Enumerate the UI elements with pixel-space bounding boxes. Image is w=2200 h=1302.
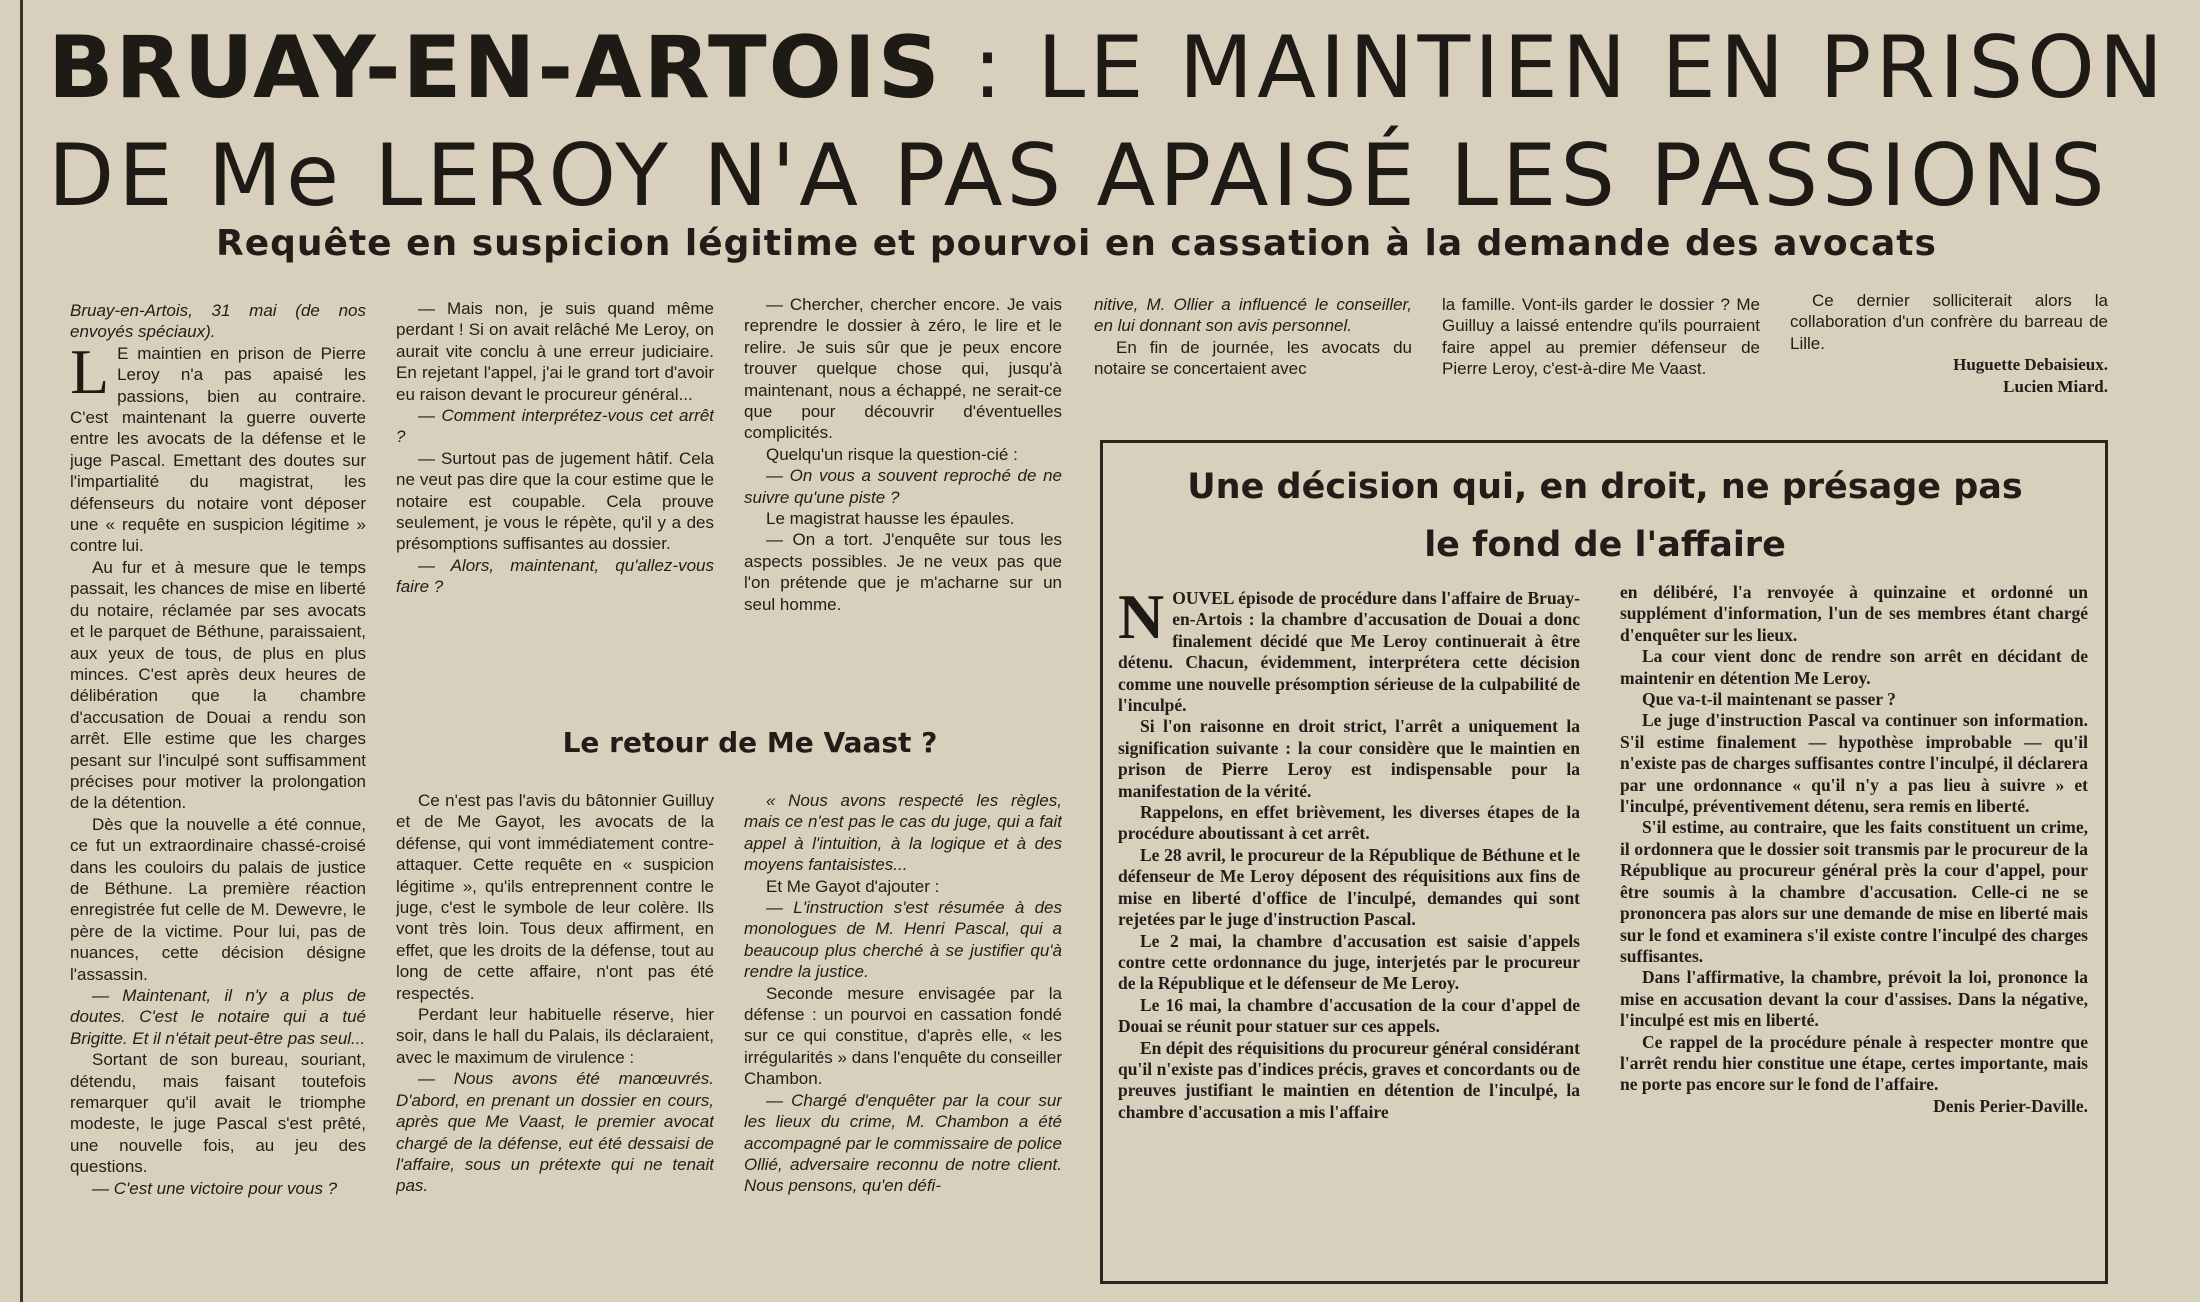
article-paragraph: Sortant de son bureau, souriant, détendu, mais faisant toutefois remarquer qu'il avait le triomphe modeste, le juge Pascal s'est prêté, une nouvelle fois, au jeu des questions.: [70, 1050, 366, 1177]
box-paragraph: Que va-t-il maintenant se passer ?: [1642, 689, 1896, 710]
quote-paragraph: — Alors, maintenant, qu'allez-vous faire ?: [396, 555, 714, 597]
box-paragraph: Rappelons, en effet brièvement, les diverses étapes de la procédure aboutissant à cet arrêt.: [1118, 802, 1580, 844]
article-paragraph: — Mais non, je suis quand même perdant ! Si on avait relâché Me Leroy, on aurait vite conclu à une erreur judiciaire. En rejetant l'appel, j'ai le grand tort d'avoir eu raison devant le procureur général...: [396, 299, 714, 404]
box-column-left: [1118, 588, 1580, 1268]
box-paragraph: NOUVEL épisode de procédure dans l'affaire de Bruay-en-Artois : la chambre d'accusation de Douai a donc finalement décidé que Me Leroy continuerait à être détenu. Chacun, évidemment, interprétera cette décision comme une nouvelle présomption sérieuse de la culpabilité de l'inculpé.: [1118, 588, 1580, 716]
subheadline: Requête en suspicion légitime et pourvoi en cassation à la demande des avocats: [216, 223, 1937, 264]
box-paragraph: S'il estime, au contraire, que les faits constituent un crime, il ordonnera que le dossier soit transmis par le procureur de la République au procureur général près la cour d'appel, pour être soumis à la chambre d'accusation. Celle-ci ne se prononcera pas alors sur une demande de mise en liberté mais sur le fond et examinera s'il existe contre l'inculpé des charges suffisantes.: [1620, 817, 2088, 966]
quote-paragraph: « Nous avons respecté les règles, mais ce n'est pas le cas du juge, qui a fait appel à l'intuition, à la logique et à des moyens fantaisistes...: [744, 791, 1062, 875]
box-paragraph: Le juge d'instruction Pascal va continuer son information. S'il estime finalement — hypothèse improbable — qu'il n'existe pas de charges suffisantes contre l'inculpé, il déclarera par une ordonnance « qu'il n'y a pas lieu à suivre » et l'inculpé, préventivement détenu, sera remis en liberté.: [1620, 710, 2088, 817]
headline-line-1-rest: : LE MAINTIEN EN PRISON: [941, 18, 2168, 118]
section-title: Le retour de Me Vaast ?: [562, 726, 938, 759]
box-paragraph: Le 28 avril, le procureur de la République de Béthune et le défenseur de Me Leroy déposent des réquisitions aux fins de mise en liberté d'office de l'inculpé, demandes qui sont rejetées par le juge d'instruction Pascal.: [1118, 844, 1580, 930]
article-paragraph: Au fur et à mesure que le temps passait, les chances de mise en liberté du notaire, réclamée par ses avocats et le parquet de Béthune, paraissaient, aux yeux de tous, de plus en plus minces. C'est après deux heures de délibération que la chambre d'accusation de Douai a rendu son arrêt. Elle estime que les charges pesant sur l'inculpé sont suffisamment précises pour motiver la prolongation de la détention.: [70, 557, 366, 813]
headline-line-2: DE Me LEROY N'A PAS APAISÉ LES PASSIONS: [48, 126, 2109, 226]
dateline: Bruay-en-Artois, 31 mai (de nos envoyés spéciaux).: [70, 301, 366, 342]
article-column-6: [1790, 290, 2108, 400]
headline-line-1: [48, 14, 2178, 122]
drop-cap: L: [70, 335, 110, 407]
article-paragraph: Ce n'est pas l'avis du bâtonnier Guilluy et de Me Gayot, les avocats de la défense, qui vont immédiatement contre-attaquer. Cette requête en « suspicion légitime », qu'ils entreprennent contre le juge, c'est le symbole de leur colère. Ils vont très loin. Tous deux affirment, en effet, que les droits de la défense, tout au long de cette affaire, n'ont pas été respectés.: [396, 791, 714, 1003]
article-paragraph: L E maintien en prison de Pierre Leroy n'a pas apaisé les passions, bien au contraire. C'est maintenant la guerre ouverte entre les avocats de la défense et le juge Pascal. Emettant des doutes sur l'impartialité du magistrat, les défenseurs du notaire vont déposer une « requête en suspicion légitime » contre lui.: [70, 335, 366, 556]
article-paragraph: — Chercher, chercher encore. Je vais reprendre le dossier à zéro, le lire et le relire. Je suis sûr que je peux encore trouver quelque chose qui, jusqu'à maintenant, nous a échappé, ne serait-ce que pour découvrir d'éventuelles complicités.: [744, 295, 1062, 443]
article-column-1: [70, 300, 366, 1295]
box-paragraph: Dans l'affirmative, la chambre, prévoit la loi, prononce la mise en accusation devant la cour d'assises. Dans la négative, l'inculpé est mis en liberté.: [1620, 967, 2088, 1031]
article-column-5: [1442, 294, 1760, 404]
quote-paragraph: — Chargé d'enquêter par la cour sur les lieux du crime, M. Chambon a été accompagné par le commissaire de police Ollié, adversaire reconnu de notre client. Nous pensons, qu'en défi-: [744, 1090, 1062, 1196]
article-paragraph: la famille. Vont-ils garder le dossier ? Me Guilluy a laissé entendre qu'ils pourraient faire appel au premier défenseur de Pierre Leroy, c'est-à-dire Me Vaast.: [1442, 295, 1760, 379]
article-paragraph: Le magistrat hausse les épaules.: [766, 509, 1015, 529]
box-paragraph: Ce rappel de la procédure pénale à respecter montre que l'arrêt rendu hier constitue une étape, certes importante, mais ne porte pas encore sur le fond de l'affaire.: [1620, 1031, 2088, 1095]
article-paragraph: Ce dernier solliciterait alors la collaboration d'un confrère du barreau de Lille.: [1790, 291, 2108, 353]
column-rule: [20, 0, 23, 1302]
box-paragraph: Le 2 mai, la chambre d'accusation est saisie d'appels contre cette ordonnance du juge, interjetés par le procureur de la République et le défenseur de Me Leroy.: [1118, 930, 1580, 994]
quote-paragraph: — Maintenant, il n'y a plus de doutes. C'est le notaire qui a tué Brigitte. Et il n'était peut-être pas seul...: [70, 986, 366, 1048]
article-column-3-lower: [744, 790, 1062, 1295]
article-paragraph: Quelqu'un risque la question-cié :: [766, 444, 1018, 464]
quote-paragraph: — On vous a souvent reproché de ne suivre qu'une piste ?: [744, 466, 1062, 507]
article-paragraph: Dès que la nouvelle a été connue, ce fut un extraordinaire chassé-croisé dans les couloirs du palais de justice de Béthune. La première réaction enregistrée fut celle de M. Dewevre, le père de la victime. Pour lui, pas de nuances, cette décision désigne l'assassin.: [70, 814, 366, 984]
article-column-4: [1094, 294, 1412, 404]
box-paragraph: Le 16 mai, la chambre d'accusation de la cour d'appel de Douai se réunit pour statuer sur ces appels.: [1118, 994, 1580, 1037]
article-paragraph: Perdant leur habituelle réserve, hier soir, dans le hall du Palais, ils déclaraient, avec le maximum de virulence :: [396, 1005, 714, 1067]
article-column-2: [396, 298, 714, 703]
quote-paragraph: — Comment interprétez-vous cet arrêt ?: [396, 406, 714, 447]
byline: Huguette Debaisieux.: [1953, 355, 2108, 375]
article-paragraph: Et Me Gayot d'ajouter :: [766, 876, 940, 896]
article-column-3: [744, 294, 1062, 704]
headline-place: BRUAY-EN-ARTOIS: [48, 18, 942, 118]
article-paragraph: — Surtout pas de jugement hâtif. Cela ne veut pas dire que la cour estime que le notaire est coupable. Cela prouve seulement, je vous le répète, qu'il y a des présomptions suffisantes au dossier.: [396, 448, 714, 554]
box-paragraph: en délibéré, l'a renvoyée à quinzaine et ordonné un supplément d'information, l'un de ses membres étant chargé d'enquêter sur les lieux.: [1620, 582, 2088, 645]
quote-paragraph: — Nous avons été manœuvrés. D'abord, en prenant un dossier en cours, après que Me Vaast, le premier avocat chargé de la défense, eut été dessaisi de l'affaire, sous un prétexte qui ne tenait pas.: [396, 1069, 714, 1196]
byline: Denis Perier-Daville.: [1933, 1095, 2088, 1116]
box-paragraph: Si l'on raisonne en droit strict, l'arrêt a uniquement la signification suivante : la cour considère que le maintien en prison de Pierre Leroy est indispensable pour la manifestation de la vérité.: [1118, 716, 1580, 801]
drop-cap: N: [1118, 588, 1165, 652]
article-paragraph: En fin de journée, les avocats du notaire se concertaient avec: [1094, 337, 1412, 379]
headline: [48, 14, 2178, 230]
box-paragraph: En dépit des réquisitions du procureur général considérant qu'il n'existe pas d'indices précis, graves et concordants ou de preuves justifiant le maintien en détention de l'inculpé, la chambre d'accusation a mis l'affaire: [1118, 1037, 1580, 1122]
byline: Lucien Miard.: [2003, 376, 2108, 396]
box-paragraph: La cour vient donc de rendre son arrêt en décidant de maintenir en détention Me Leroy.: [1620, 646, 2088, 688]
box-title: [1120, 458, 2090, 574]
box-title-line-1: Une décision qui, en droit, ne présage pas: [1187, 467, 2023, 507]
article-column-2-lower: [396, 790, 714, 1295]
quote-paragraph: — L'instruction s'est résumée à des monologues de M. Henri Pascal, qui a beaucoup plus cherché à se justifier qu'à rendre la justice.: [744, 898, 1062, 982]
box-column-right: [1620, 582, 2088, 1272]
quote-paragraph: — C'est une victoire pour vous ?: [92, 1178, 338, 1198]
article-paragraph: — On a tort. J'enquête sur tous les aspects possibles. Je ne veux pas que l'on prétende que je m'acharne sur un seul homme.: [744, 530, 1062, 614]
box-title-line-2: le fond de l'affaire: [1424, 525, 1786, 565]
quote-paragraph: nitive, M. Ollier a influencé le conseiller, en lui donnant son avis personnel.: [1094, 295, 1412, 336]
article-paragraph: Seconde mesure envisagée par la défense : un pourvoi en cassation fondé sur ce qui constitue, d'après elle, « les irrégularités » dans l'enquête du conseiller Chambon.: [744, 983, 1062, 1089]
